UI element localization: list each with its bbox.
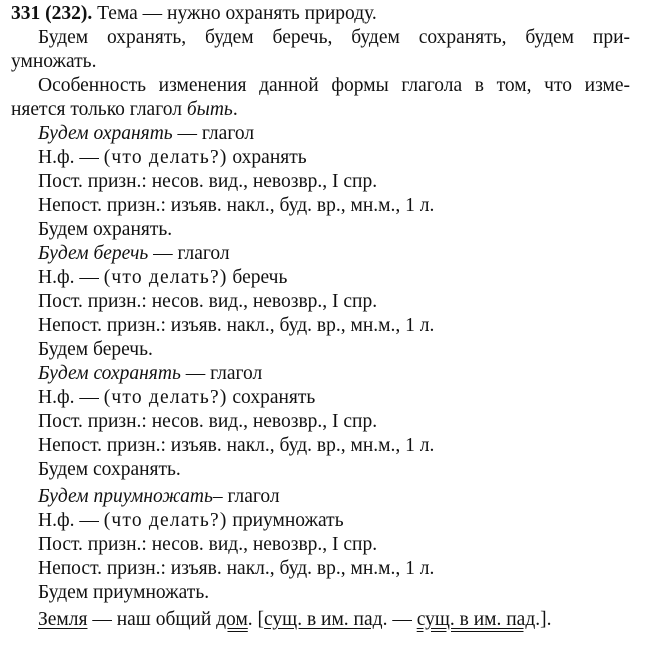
block-2-verb: Будем беречь	[38, 243, 149, 264]
block-3-heading	[38, 362, 262, 386]
block-2-initial-form: Н.ф. — (что делать?) беречь	[38, 267, 288, 288]
block-1-pos: — глагол	[172, 123, 255, 144]
intro-line-2: умножать.	[11, 51, 97, 72]
block-4-verb: Будем приумножать	[38, 486, 213, 507]
predicate-word: дом	[216, 609, 248, 630]
block-2-sentence: Будем беречь.	[38, 339, 153, 360]
intro-line-3: Особенность изменения данной формы глагола в том, что изме-	[38, 75, 630, 96]
block-4-variable-features: Непост. призн.: изъяв. накл., буд. вр., мн.м., 1 л.	[38, 558, 435, 579]
block-2-heading	[38, 242, 230, 266]
block-3-pos: — глагол	[180, 363, 263, 384]
block-1-sentence: Будем охранять.	[38, 219, 173, 240]
block-3-initial-form: Н.ф. — (что делать?) сохранять	[38, 387, 316, 408]
block-1-verb: Будем охранять	[38, 123, 173, 144]
exercise-number: 331 (232).	[11, 3, 93, 24]
block-1-variable-features: Непост. призн.: изъяв. накл., буд. вр., мн.м., 1 л.	[38, 195, 435, 216]
block-3-variable-features: Непост. призн.: изъяв. накл., буд. вр., мн.м., 1 л.	[38, 435, 435, 456]
block-3-constant-features: Пост. призн.: несов. вид., невозвр., I спр.	[38, 411, 378, 432]
intro-line-4-end: .	[232, 99, 238, 120]
intro-line-4	[11, 98, 238, 122]
block-3-verb: Будем сохранять	[38, 363, 181, 384]
intro-line-1: Будем охранять, будем беречь, будем сохранять, будем при-	[38, 27, 630, 48]
block-4-constant-features: Пост. призн.: несов. вид., невозвр., I спр.	[38, 534, 378, 555]
scheme-subject: сущ. в им. пад	[264, 609, 383, 630]
block-4-initial-form: Н.ф. — (что делать?) приумножать	[38, 510, 344, 531]
block-3-sentence: Будем сохранять.	[38, 459, 181, 480]
final-sentence: Земля — наш общий дом. [сущ. в им. пад. — сущ. в им. пад.].	[38, 609, 552, 630]
block-4-sentence: Будем приумножать.	[38, 582, 210, 603]
scheme-predicate: сущ. в им. пад	[416, 609, 536, 630]
exercise-header	[11, 2, 377, 26]
intro-line-4-text: няется только глагол	[11, 99, 187, 120]
block-4-pos: – глагол	[212, 486, 280, 507]
block-2-pos: — глагол	[148, 243, 230, 264]
block-1-constant-features: Пост. призн.: несов. вид., невозвр., I спр.	[38, 171, 378, 192]
block-1-heading	[38, 122, 254, 146]
intro-highlight-verb: быть	[186, 99, 233, 120]
block-4-heading	[38, 485, 280, 509]
block-2-variable-features: Непост. призн.: изъяв. накл., буд. вр., мн.м., 1 л.	[38, 315, 435, 336]
exercise-theme: Тема — нужно охранять природу.	[92, 3, 377, 24]
block-2-constant-features: Пост. призн.: несов. вид., невозвр., I спр.	[38, 291, 378, 312]
subject-word: Земля	[38, 609, 88, 630]
block-1-initial-form: Н.ф. — (что делать?) охранять	[38, 147, 307, 168]
